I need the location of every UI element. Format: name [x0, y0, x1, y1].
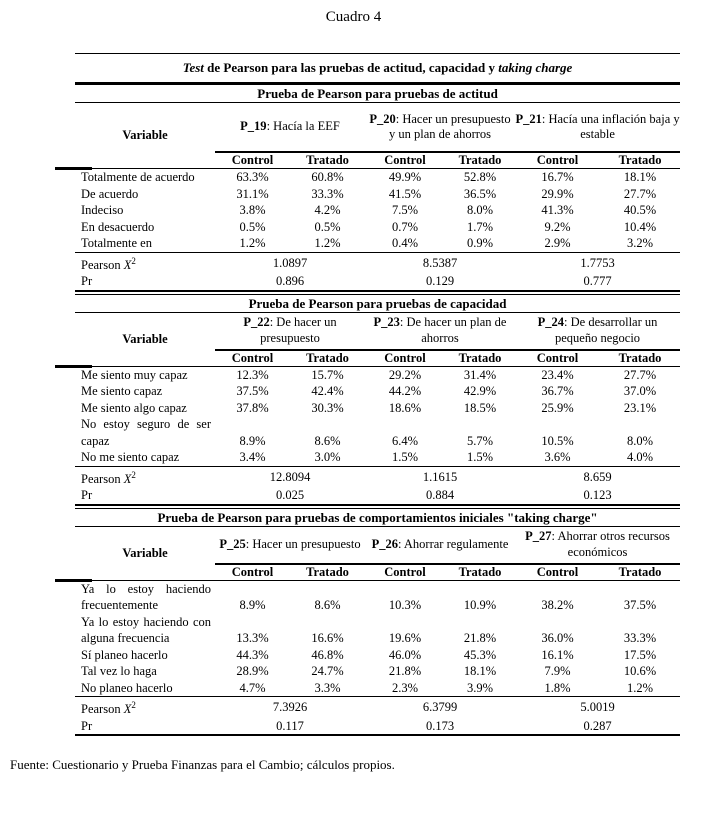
stat-value: 0.884 — [425, 488, 455, 503]
control-header: Control — [515, 565, 600, 581]
section-title-row — [75, 295, 680, 313]
stat-value: 1.7753 — [515, 252, 680, 273]
cell-value: 37.8% — [236, 400, 269, 415]
group-label: : Hacer un presupuesto y un plan de ahorros — [388, 111, 511, 141]
cell-value: 52.8% — [463, 170, 497, 184]
source-note: Fuente: Cuestionario y Prueba Finanzas para el Cambio; cálculos propios. — [10, 757, 395, 773]
cell-value: 42.4% — [311, 384, 344, 399]
stat-value: 8.5387 — [365, 252, 515, 273]
variable-label: Variable — [122, 331, 168, 346]
stat-value: 5.0019 — [515, 697, 680, 718]
group-id: P_23 — [373, 315, 400, 330]
cell-value: 27.7% — [623, 186, 657, 201]
pr-row — [75, 718, 680, 735]
group-label: : Hacer un presupuesto — [245, 537, 361, 552]
cell-value: 10.4% — [623, 219, 657, 234]
table-row — [75, 400, 680, 417]
pearson-label — [75, 697, 215, 718]
cell-value: 7.5% — [391, 203, 419, 217]
cell-value: 10.3% — [388, 598, 422, 613]
stat-value: 0.129 — [425, 274, 455, 289]
stat-value: 0.777 — [583, 274, 612, 289]
table-row — [75, 383, 680, 400]
stat-value: 6.3799 — [365, 697, 515, 718]
pearson-exponent: 2 — [131, 255, 136, 266]
cell-value: 37.5% — [623, 598, 657, 613]
cell-value: 46.8% — [311, 647, 344, 662]
cell-value: 3.0% — [314, 450, 341, 465]
cell-value: 15.7% — [311, 367, 344, 382]
cell-value: 3.2% — [627, 236, 654, 250]
pearson-row — [75, 697, 680, 718]
cell-value: 41.3% — [541, 203, 574, 217]
group-id: P_22 — [243, 315, 270, 330]
tratado-header: Tratado — [445, 153, 515, 169]
cell-value: 8.0% — [466, 203, 494, 217]
variable-label: Variable — [122, 128, 168, 142]
pr-label: Pr — [81, 718, 93, 733]
cell-value: 3.8% — [239, 203, 266, 217]
cell-value: 0.5% — [314, 219, 341, 234]
section-title-row — [75, 509, 680, 527]
tratado-header: Tratado — [600, 351, 680, 367]
cell-value: 21.8% — [388, 664, 422, 679]
tratado-header: Tratado — [290, 153, 365, 169]
pearson-exponent: 2 — [131, 700, 136, 711]
tratado-header: Tratado — [600, 153, 680, 169]
group-header — [365, 312, 515, 351]
row-label: No planeo hacerlo — [81, 680, 173, 695]
control-header: Control — [365, 153, 445, 169]
section-title: Prueba de Pearson para pruebas de comportamientos iniciales "taking charge" — [75, 509, 680, 527]
cell-value: 37.5% — [236, 384, 269, 399]
row-label: En desacuerdo — [81, 219, 155, 234]
cell-value: 10.9% — [463, 598, 497, 613]
cell-value: 24.7% — [311, 664, 344, 679]
column-header-variable — [75, 526, 215, 580]
cell-value: 33.3% — [311, 186, 344, 201]
tratado-header: Tratado — [290, 565, 365, 581]
caption-italic-tail: taking charge — [498, 60, 573, 75]
cell-value: 12.3% — [236, 367, 269, 382]
tratado-header: Tratado — [445, 565, 515, 581]
group-id: P_24 — [537, 315, 565, 330]
cell-value: 60.8% — [311, 170, 344, 184]
group-label: : De desarrollar un pequeño negocio — [555, 315, 658, 345]
tratado-header: Tratado — [445, 351, 515, 367]
table-row — [75, 680, 680, 697]
cell-value: 31.4% — [463, 367, 497, 382]
stat-value: 1.1615 — [365, 466, 515, 487]
cell-value: 30.3% — [311, 400, 344, 415]
cell-value: 16.6% — [311, 631, 344, 646]
cell-value: 8.9% — [239, 598, 266, 613]
pearson-text: Pearson — [81, 471, 124, 486]
control-header: Control — [215, 153, 290, 169]
group-header — [515, 526, 680, 565]
cell-value: 23.1% — [623, 400, 657, 415]
cell-value: 45.3% — [463, 647, 497, 662]
stat-value: 1.0897 — [215, 252, 365, 273]
cell-value: 4.2% — [314, 203, 341, 217]
cell-value: 4.7% — [239, 680, 266, 695]
cell-value: 21.8% — [463, 631, 497, 646]
cell-value: 4.0% — [627, 450, 654, 465]
group-header-row — [75, 103, 680, 154]
cell-value: 8.6% — [314, 598, 341, 613]
cell-value: 49.9% — [388, 170, 422, 184]
stat-value: 0.896 — [275, 274, 305, 289]
stat-value: 0.117 — [276, 718, 304, 733]
row-label: Tal vez lo haga — [81, 664, 157, 679]
pearson-text: Pearson — [81, 702, 124, 717]
table-row — [75, 366, 680, 383]
cell-value: 29.9% — [541, 186, 574, 201]
pr-row — [75, 273, 680, 290]
row-label: No estoy seguro de ser capaz — [81, 417, 211, 448]
table-row — [75, 614, 680, 647]
control-header: Control — [515, 351, 600, 367]
stat-value: 0.025 — [275, 488, 305, 503]
cell-value: 1.2% — [627, 680, 654, 695]
cell-value: 1.5% — [466, 450, 494, 465]
cell-value: 19.6% — [388, 631, 422, 646]
pr-label: Pr — [81, 274, 93, 289]
table-row — [75, 449, 680, 466]
row-label: No me siento capaz — [81, 450, 180, 465]
stat-value: 0.287 — [583, 718, 612, 733]
pearson-row — [75, 466, 680, 487]
row-label: Totalmente en — [81, 236, 152, 250]
control-header: Control — [365, 351, 445, 367]
tratado-header: Tratado — [600, 565, 680, 581]
left-border-mark — [55, 167, 92, 170]
row-label: Me siento algo capaz — [81, 400, 187, 415]
row-label: Me siento capaz — [81, 384, 163, 399]
table-block — [75, 53, 680, 736]
cell-value: 9.2% — [544, 219, 571, 234]
cell-value: 8.0% — [627, 433, 654, 448]
cell-value: 25.9% — [541, 400, 574, 415]
table-row — [75, 416, 680, 449]
table-caption — [75, 53, 680, 85]
pearson-text: Pearson — [81, 257, 124, 272]
column-header-variable — [75, 103, 215, 169]
caption-italic-lead: Test — [182, 60, 204, 75]
group-label: : De hacer un plan de ahorros — [399, 315, 507, 345]
cell-value: 27.7% — [623, 367, 657, 382]
pearson-exponent: 2 — [131, 469, 136, 480]
group-id: P_26 — [371, 537, 398, 552]
table-row — [75, 219, 680, 236]
group-id: P_25 — [219, 537, 246, 552]
caption-text: de Pearson para las pruebas de actitud, capacidad y — [203, 60, 499, 75]
group-label: : Ahorrar regulamente — [398, 537, 509, 552]
variable-label: Variable — [122, 545, 168, 560]
cell-value: 1.2% — [314, 236, 341, 250]
row-label: Indeciso — [81, 203, 124, 217]
cell-value: 29.2% — [388, 367, 422, 382]
cell-value: 1.5% — [391, 450, 419, 465]
cell-value: 3.4% — [239, 450, 266, 465]
cell-value: 2.3% — [391, 680, 419, 695]
cell-value: 5.7% — [466, 433, 494, 448]
table-row — [75, 663, 680, 680]
cell-value: 0.5% — [239, 219, 266, 234]
cell-value: 33.3% — [623, 631, 657, 646]
group-id: P_20 — [369, 111, 396, 126]
cell-value: 42.9% — [463, 384, 497, 399]
cell-value: 16.1% — [541, 647, 574, 662]
section-title: Prueba de Pearson para pruebas de actitud — [75, 85, 680, 103]
group-id: P_27 — [525, 529, 552, 544]
table-bottom-rule — [75, 734, 680, 736]
table-row — [75, 580, 680, 614]
group-label: : De hacer un presupuesto — [260, 315, 337, 345]
table-row — [75, 169, 680, 186]
stat-value: 12.8094 — [215, 466, 365, 487]
group-id: P_21 — [515, 111, 542, 126]
group-header — [215, 312, 365, 351]
cell-value: 1.8% — [544, 680, 571, 695]
left-border-mark — [55, 365, 92, 368]
cell-value: 44.2% — [388, 384, 422, 399]
group-label: : Hacía la EEF — [266, 119, 340, 134]
cell-value: 36.0% — [541, 631, 574, 646]
group-header — [515, 312, 680, 351]
row-label: Sí planeo hacerlo — [81, 647, 168, 662]
cell-value: 28.9% — [236, 664, 269, 679]
pearson-x: X — [123, 702, 132, 717]
row-label: Ya lo estoy haciendo con alguna frecuencia — [81, 614, 211, 646]
row-label: Totalmente de acuerdo — [81, 170, 195, 184]
section-title-row — [75, 85, 680, 103]
control-header: Control — [215, 565, 290, 581]
stat-value: 8.659 — [515, 466, 680, 487]
stat-value: 0.173 — [425, 718, 455, 733]
stat-value: 7.3926 — [215, 697, 365, 718]
cell-value: 13.3% — [236, 631, 269, 646]
table-row — [75, 186, 680, 203]
cell-value: 10.6% — [623, 664, 657, 679]
cell-value: 3.6% — [544, 450, 571, 465]
table-row — [75, 235, 680, 252]
cell-value: 44.3% — [236, 647, 269, 662]
group-header-row — [75, 312, 680, 351]
group-id: P_19 — [240, 119, 267, 134]
cell-value: 3.3% — [314, 680, 341, 695]
control-header: Control — [515, 153, 600, 169]
row-label: Ya lo estoy haciendo frecuentemente — [81, 581, 211, 613]
table-row — [75, 647, 680, 664]
pearson-label — [75, 466, 215, 487]
group-header — [515, 103, 680, 154]
control-header: Control — [215, 351, 290, 367]
cell-value: 16.7% — [541, 170, 574, 184]
row-label: De acuerdo — [81, 186, 139, 201]
pearson-x: X — [123, 471, 132, 486]
cell-value: 8.9% — [239, 433, 266, 448]
cell-value: 8.6% — [314, 433, 341, 448]
cell-value: 36.7% — [541, 384, 574, 399]
pr-row — [75, 487, 680, 504]
cell-value: 18.6% — [388, 400, 422, 415]
cell-value: 0.4% — [391, 236, 419, 250]
cell-value: 0.9% — [466, 236, 494, 250]
cell-value: 1.7% — [466, 219, 494, 234]
cell-value: 63.3% — [236, 170, 269, 184]
group-header — [365, 103, 515, 154]
cell-value: 0.7% — [391, 219, 419, 234]
pearson-row — [75, 252, 680, 273]
cell-value: 18.1% — [623, 170, 657, 184]
cell-value: 41.5% — [388, 186, 422, 201]
section-taking-charge-table — [75, 509, 680, 735]
cell-value: 31.1% — [236, 186, 269, 201]
cell-value: 37.0% — [623, 384, 657, 399]
cell-value: 46.0% — [388, 647, 422, 662]
cell-value: 1.2% — [239, 236, 266, 250]
cell-value: 18.1% — [463, 664, 497, 679]
group-header — [215, 103, 365, 154]
group-label: : Ahorrar otros recursos económicos — [551, 529, 670, 559]
pearson-x: X — [123, 257, 132, 272]
stat-value: 0.123 — [583, 488, 612, 503]
left-border-mark — [55, 579, 92, 582]
group-header-row — [75, 526, 680, 565]
tratado-header: Tratado — [290, 351, 365, 367]
cell-value: 6.4% — [391, 433, 419, 448]
cell-value: 2.9% — [544, 236, 571, 250]
cell-value: 17.5% — [623, 647, 657, 662]
cell-value: 36.5% — [463, 186, 497, 201]
column-header-variable — [75, 312, 215, 366]
group-header — [215, 526, 365, 565]
page-title: Cuadro 4 — [325, 9, 382, 25]
section-actitud-table — [75, 85, 680, 290]
cell-value: 18.5% — [463, 400, 497, 415]
cell-value: 38.2% — [541, 598, 574, 613]
cell-value: 3.9% — [466, 680, 494, 695]
group-header — [365, 526, 515, 565]
pearson-label — [75, 252, 215, 273]
control-header: Control — [365, 565, 445, 581]
pr-label: Pr — [81, 488, 93, 503]
cell-value: 40.5% — [623, 203, 657, 217]
section-title: Prueba de Pearson para pruebas de capacidad — [75, 295, 680, 313]
table-row — [75, 202, 680, 219]
cell-value: 23.4% — [541, 367, 574, 382]
group-label: : Hacía una inflación baja y estable — [541, 111, 680, 141]
section-capacidad-table — [75, 295, 680, 504]
row-label: Me siento muy capaz — [81, 367, 188, 382]
cell-value: 10.5% — [541, 433, 574, 448]
cell-value: 7.9% — [544, 664, 571, 679]
